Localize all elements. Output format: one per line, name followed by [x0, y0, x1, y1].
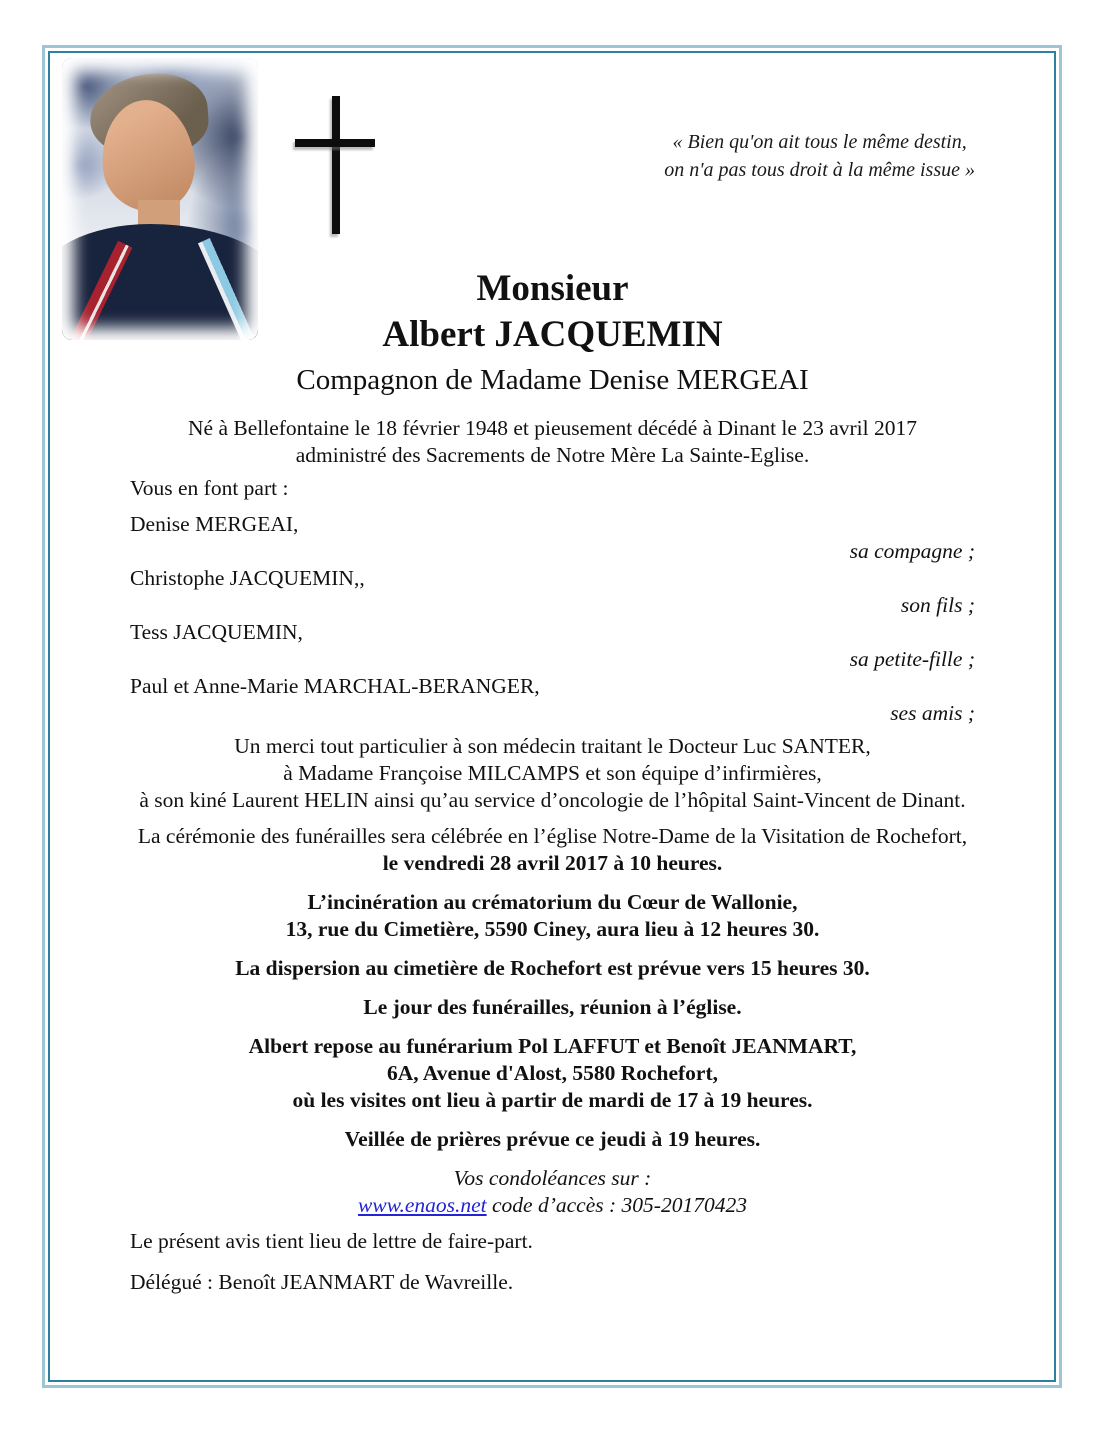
cremation-paragraph	[130, 889, 975, 943]
condolences-access-code: code d’accès : 305-20170423	[492, 1193, 747, 1217]
family-entry	[130, 619, 975, 673]
family-entry	[130, 565, 975, 619]
cremation-line2: 13, rue du Cimetière, 5590 Ciney, aura lieu à 12 heures 30.	[285, 917, 820, 941]
cremation-line1: L’incinération au crématorium du Cœur de Wallonie,	[307, 890, 798, 914]
sacraments-line: administré des Sacrements de Notre Mère La Sainte-Eglise.	[295, 443, 810, 467]
condolences-paragraph	[130, 1165, 975, 1219]
announcement-line: Vous en font part :	[130, 476, 289, 500]
memorial-quote	[664, 128, 975, 184]
title-block	[49, 266, 1056, 400]
relationship-subtitle: Compagnon de Madame Denise MERGEAI	[296, 364, 809, 396]
family-name: Tess JACQUEMIN,	[130, 620, 303, 644]
ceremony-paragraph	[130, 823, 975, 877]
cross-horizontal-bar	[295, 139, 375, 147]
cross-vertical-bar	[332, 96, 340, 234]
family-relation: ses amis ;	[890, 701, 975, 725]
family-relation: sa petite-fille ;	[849, 647, 975, 671]
thanks-line3: à son kiné Laurent HELIN ainsi qu’au service d’oncologie de l’hôpital Saint-Vincent de Dinant.	[139, 788, 966, 812]
salutation: Monsieur	[476, 268, 629, 309]
birth-death-line: Né à Bellefontaine le 18 février 1948 et pieusement décédé à Dinant le 23 avril 2017	[188, 416, 917, 440]
delegate-line: Délégué : Benoît JEANMART de Wavreille.	[130, 1270, 514, 1294]
family-name: Denise MERGEAI,	[130, 512, 299, 536]
notice-line: Le présent avis tient lieu de lettre de faire-part.	[130, 1229, 533, 1253]
family-entry	[130, 673, 975, 727]
dispersion-line: La dispersion au cimetière de Rochefort est prévue vers 15 heures 30.	[235, 956, 870, 980]
ceremony-line2: le vendredi 28 avril 2017 à 10 heures.	[382, 851, 723, 875]
deceased-name: Albert JACQUEMIN	[382, 314, 723, 355]
reunion-line: Le jour des funérailles, réunion à l’église.	[363, 995, 742, 1019]
condolences-intro: Vos condoléances sur :	[453, 1166, 652, 1190]
family-relation: sa compagne ;	[849, 539, 975, 563]
ceremony-line1: La cérémonie des funérailles sera célébrée en l’église Notre-Dame de la Visitation de Rochefort,	[137, 824, 968, 848]
family-entry	[130, 511, 975, 565]
memorial-quote-line2: on n'a pas tous droit à la même issue »	[664, 159, 975, 181]
memorial-quote-line1: « Bien qu'on ait tous le même destin,	[672, 131, 967, 153]
repose-line1: Albert repose au funérarium Pol LAFFUT et Benoît JEANMART,	[248, 1034, 857, 1058]
family-list	[130, 511, 975, 727]
family-name: Paul et Anne-Marie MARCHAL-BERANGER,	[130, 674, 540, 698]
body-text	[49, 415, 1056, 1296]
thanks-line2: à Madame Françoise MILCAMPS et son équipe d’infirmières,	[283, 761, 822, 785]
repose-line2: 6A, Avenue d'Alost, 5580 Rochefort,	[386, 1061, 719, 1085]
family-relation: son fils ;	[900, 593, 975, 617]
vigil-line: Veillée de prières prévue ce jeudi à 19 heures.	[344, 1127, 761, 1151]
thanks-line1: Un merci tout particulier à son médecin traitant le Docteur Luc SANTER,	[234, 734, 871, 758]
memorial-cross-icon	[295, 96, 375, 234]
repose-paragraph	[130, 1033, 975, 1114]
condolences-link[interactable]: www.enaos.net	[358, 1193, 487, 1217]
family-name: Christophe JACQUEMIN,,	[130, 566, 365, 590]
page-content	[49, 52, 1056, 1381]
thanks-paragraph	[130, 733, 975, 814]
repose-line3: où les visites ont lieu à partir de mardi de 17 à 19 heures.	[292, 1088, 813, 1112]
condolences-link-line	[130, 1192, 975, 1219]
